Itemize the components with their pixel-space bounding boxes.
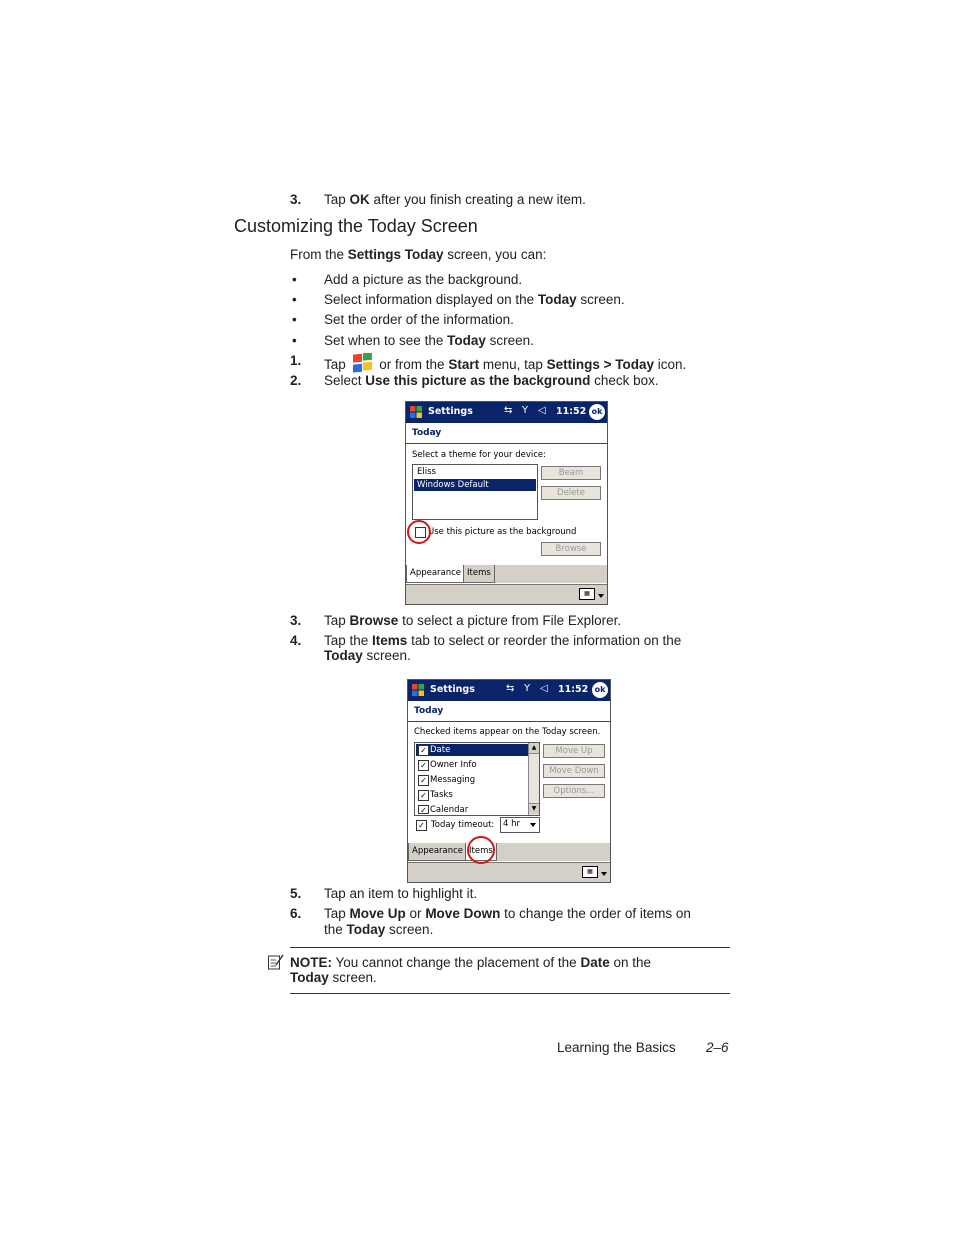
item-checkbox[interactable]: ✓ — [418, 745, 429, 756]
bullet-item: Add a picture as the background. — [324, 272, 523, 287]
windows-flag-icon[interactable] — [411, 683, 425, 697]
timeout-label: Today timeout: — [431, 820, 495, 830]
step-number: 3. — [290, 613, 302, 628]
page-subtitle: Today — [414, 706, 444, 716]
chevron-down-icon[interactable] — [598, 594, 604, 598]
antenna-off-icon[interactable]: Y — [522, 405, 529, 416]
note-rule-top — [290, 947, 730, 948]
sync-arrows-icon[interactable]: ⇆ — [504, 405, 513, 416]
section-heading: Customizing the Today Screen — [234, 216, 478, 236]
step-text: Tap the Items tab to select or reorder the information on the — [324, 633, 682, 648]
step-number: 1. — [290, 353, 302, 368]
step-text: Select Use this picture as the background check box. — [324, 373, 659, 388]
list-item[interactable]: Calendar — [430, 805, 469, 814]
tab-items[interactable]: Items — [465, 843, 497, 861]
note-pencil-icon — [267, 953, 285, 971]
chevron-down-icon[interactable] — [601, 872, 607, 876]
step-number: 2. — [290, 373, 302, 388]
step-number: 6. — [290, 906, 302, 921]
speaker-muted-icon[interactable]: ◁ — [538, 405, 546, 416]
item-checkbox[interactable]: ✓ — [418, 760, 429, 771]
item-checkbox[interactable]: ✓ — [418, 790, 429, 801]
move-down-button[interactable]: Move Down — [543, 764, 605, 778]
scroll-down-icon[interactable]: ▼ — [529, 803, 539, 814]
step-text: Tap or from the Start menu, tap Settings > Today icon. — [324, 353, 686, 375]
step-text: Tap an item to highlight it. — [324, 886, 478, 901]
keyboard-icon[interactable]: ▦ — [582, 866, 598, 878]
device-screenshot-items — [407, 679, 611, 883]
step-number: 4. — [290, 633, 302, 648]
list-item[interactable]: Date — [416, 744, 538, 756]
list-item[interactable]: Tasks — [430, 790, 453, 800]
tab-appearance[interactable]: Appearance — [408, 843, 467, 861]
bullet-item: Set the order of the information. — [324, 312, 514, 327]
scroll-up-icon[interactable]: ▲ — [529, 743, 539, 754]
page-subtitle: Today — [412, 428, 442, 438]
device-screenshot-appearance — [405, 401, 608, 605]
options-button[interactable]: Options... — [543, 784, 605, 798]
window-title: Settings — [430, 684, 475, 695]
list-item[interactable]: Messaging — [430, 775, 476, 785]
list-item[interactable]: Owner Info — [430, 760, 477, 770]
ok-button[interactable]: ok — [592, 682, 608, 698]
note-text: NOTE: You cannot change the placement of the Date on the — [290, 955, 652, 970]
step-text-cont: Today screen. — [324, 648, 411, 663]
tab-strip — [408, 843, 610, 861]
intro-text: From the Settings Today screen, you can: — [290, 247, 547, 262]
title-bar — [408, 680, 610, 701]
item-checkbox[interactable]: ✓ — [418, 775, 429, 786]
theme-list[interactable] — [412, 464, 538, 520]
antenna-off-icon[interactable]: Y — [524, 683, 531, 694]
tab-items[interactable]: Items — [463, 565, 495, 583]
step-text: Tap Move Up or Move Down to change the order of items on — [324, 906, 691, 921]
list-item[interactable]: Eliss — [417, 467, 436, 477]
title-bar — [406, 402, 607, 423]
window-title: Settings — [428, 406, 473, 417]
footer-section: Learning the Basics — [557, 1040, 676, 1055]
menu-bar — [406, 584, 607, 604]
step-text-cont: the Today screen. — [324, 922, 434, 937]
bullet-item: Select information displayed on the Today screen. — [324, 292, 625, 307]
bullet-item: Set when to see the Today screen. — [324, 333, 534, 348]
clock[interactable]: 11:52 — [558, 684, 589, 695]
tab-strip — [406, 565, 607, 583]
highlight-circle — [407, 520, 431, 544]
keyboard-icon[interactable]: ▦ — [579, 588, 595, 600]
chevron-down-icon — [530, 823, 536, 827]
move-up-button[interactable]: Move Up — [543, 744, 605, 758]
item-checkbox[interactable]: ✓ — [418, 805, 429, 814]
page-number: 2–6 — [706, 1040, 729, 1055]
ok-button[interactable]: ok — [589, 404, 605, 420]
windows-flag-icon[interactable] — [409, 405, 423, 419]
beam-button[interactable]: Beam — [541, 466, 601, 480]
highlight-circle — [467, 836, 495, 864]
theme-prompt: Select a theme for your device: — [412, 450, 546, 460]
sync-arrows-icon[interactable]: ⇆ — [506, 683, 515, 694]
windows-flag-icon — [350, 353, 376, 375]
tab-appearance[interactable]: Appearance — [406, 565, 465, 583]
step-number: 5. — [290, 886, 302, 901]
items-prompt: Checked items appear on the Today screen. — [414, 727, 601, 737]
timeout-value: 4 hr — [503, 819, 520, 829]
note-rule-bottom — [290, 993, 730, 994]
clock[interactable]: 11:52 — [556, 406, 587, 417]
menu-bar — [408, 862, 610, 882]
list-item[interactable]: Windows Default — [414, 479, 536, 491]
checkbox-label: Use this picture as the background — [428, 527, 577, 537]
scrollbar[interactable] — [528, 743, 539, 815]
delete-button[interactable]: Delete — [541, 486, 601, 500]
items-list[interactable] — [414, 742, 540, 816]
timeout-select[interactable] — [500, 817, 540, 833]
timeout-checkbox[interactable]: ✓ — [416, 820, 427, 831]
browse-button[interactable]: Browse — [541, 542, 601, 556]
step-text: Tap OK after you finish creating a new item. — [324, 192, 586, 207]
step-text: Tap Browse to select a picture from File Explorer. — [324, 613, 622, 628]
step-number: 3. — [290, 192, 302, 207]
speaker-muted-icon[interactable]: ◁ — [540, 683, 548, 694]
note-text-cont: Today screen. — [290, 970, 377, 985]
